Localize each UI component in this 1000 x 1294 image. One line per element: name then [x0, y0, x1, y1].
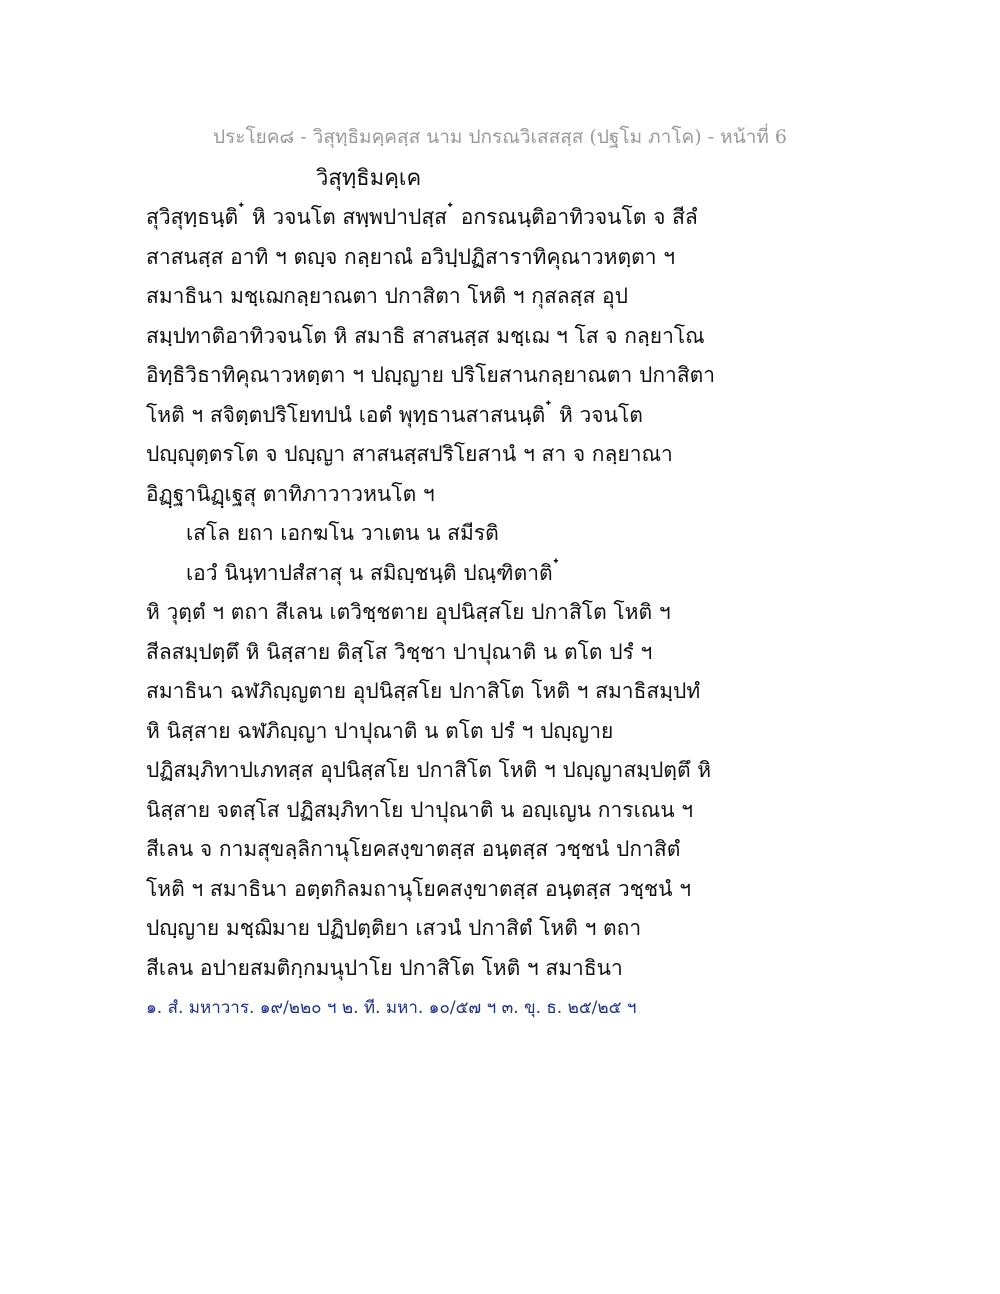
text-line: ปฏิสมฺภิทาปเภทสฺส อุปนิสฺสโย ปกาสิโต โหติ ฯ ปญฺญาสมฺปตฺตึ หิ	[146, 758, 712, 782]
text-line: สีเลน อปายสมติกฺกมนุปาโย ปกาสิโต โหติ ฯ สมาธินา	[146, 955, 623, 980]
text-line: สีเลน จ กามสุขลฺลิกานุโยคสงฺขาตสฺส อนฺตสฺส วชฺชนํ ปกาสิตํ	[146, 837, 681, 861]
running-header: ประโยค๘ - วิสุทฺธิมคฺคสฺส นาม ปกรณวิเสสสฺส (ปฐโม ภาโค) - หน้าที่ 6	[212, 126, 788, 148]
verse-line: เอวํ นินฺทาปสํสาสุ น สมิญฺชนฺติ ปณฺฑิตาติ ๋	[186, 560, 560, 585]
text-line: สีลสมฺปตฺตึ หิ นิสฺสาย ติสฺโส วิชฺชา ปาปุณาติ น ตโต ปรํ ฯ	[146, 639, 653, 664]
verse-line: เสโล ยถา เอกฆโน วาเตน น สมีรติ	[186, 521, 499, 545]
text-line: โหติ ฯ สจิตฺตปริโยทปนํ เอตํ พุทฺธานสาสนนฺติ ๋ หิ วจนโต	[146, 402, 643, 427]
text-line: อิทฺธิวิธาทิคุณาวหตฺตา ฯ ปญฺญาย ปริโยสานกลฺยาณตา ปกาสิตา	[146, 363, 716, 387]
text-line: สาสนสฺส อาทิ ฯ ตญฺจ กลฺยาณํ อวิปฺปฏิสาราทิคุณาวหตฺตา ฯ	[146, 244, 676, 269]
text-line: สมาธินา มชฺเฌกลฺยาณตา ปกาสิตา โหติ ฯ กุสลสฺส อุป	[146, 284, 628, 308]
text-line: หิ นิสฺสาย ฉฬภิญฺญา ปาปุณาติ น ตโต ปรํ ฯ ปญฺญาย	[146, 718, 614, 743]
section-title: วิสุทฺธิมคฺเค	[316, 166, 422, 191]
text-line: ปญฺญุตฺตรโต จ ปญฺญา สาสนสฺสปริโยสานํ ฯ สา จ กลฺยาณา	[146, 442, 673, 466]
text-line: หิ วุตฺตํ ฯ ตถา สีเลน เตวิชฺชตาย อุปนิสฺสโย ปกาสิโต โหติ ฯ	[146, 600, 671, 624]
footnote: ๑. สํ. มหาวาร. ๑๙/๒๒๐ ฯ ๒. ที. มหา. ๑๐/๕๗ ฯ ๓. ขุ. ธ. ๒๕/๒๕ ฯ	[146, 998, 637, 1018]
text-line: อิฏฺฐานิฏฺเฐสุ ตาทิภาวาวหนโต ฯ	[146, 481, 435, 506]
text-line: สุวิสุทฺธนฺติ ๋ หิ วจนโต สพฺพปาปสฺส ๋ อกรณนฺติอาทิวจนโต จ สีลํ	[146, 205, 698, 229]
text-line: สมาธินา ฉฬภิญฺญตาย อุปนิสฺสโย ปกาสิโต โหติ ฯ สมาธิสมฺปทํ	[146, 679, 701, 703]
text-line: ปญฺญาย มชฺฌิมาย ปฏิปตฺติยา เสวนํ ปกาสิตํ โหติ ฯ ตถา	[146, 916, 642, 940]
text-line: นิสฺสาย จตสฺโส ปฏิสมฺภิทาโย ปาปุณาติ น อญฺเญน การเณน ฯ	[146, 797, 694, 822]
text-line: โหติ ฯ สมาธินา อตฺตกิลมถานุโยคสงฺขาตสฺส อนฺตสฺส วชฺชนํ ฯ	[146, 876, 692, 901]
body-text	[146, 198, 716, 988]
text-line: สมฺปทาติอาทิวจนโต หิ สมาธิ สาสนสฺส มชฺเฌ ฯ โส จ กลฺยาโณ	[146, 323, 705, 348]
